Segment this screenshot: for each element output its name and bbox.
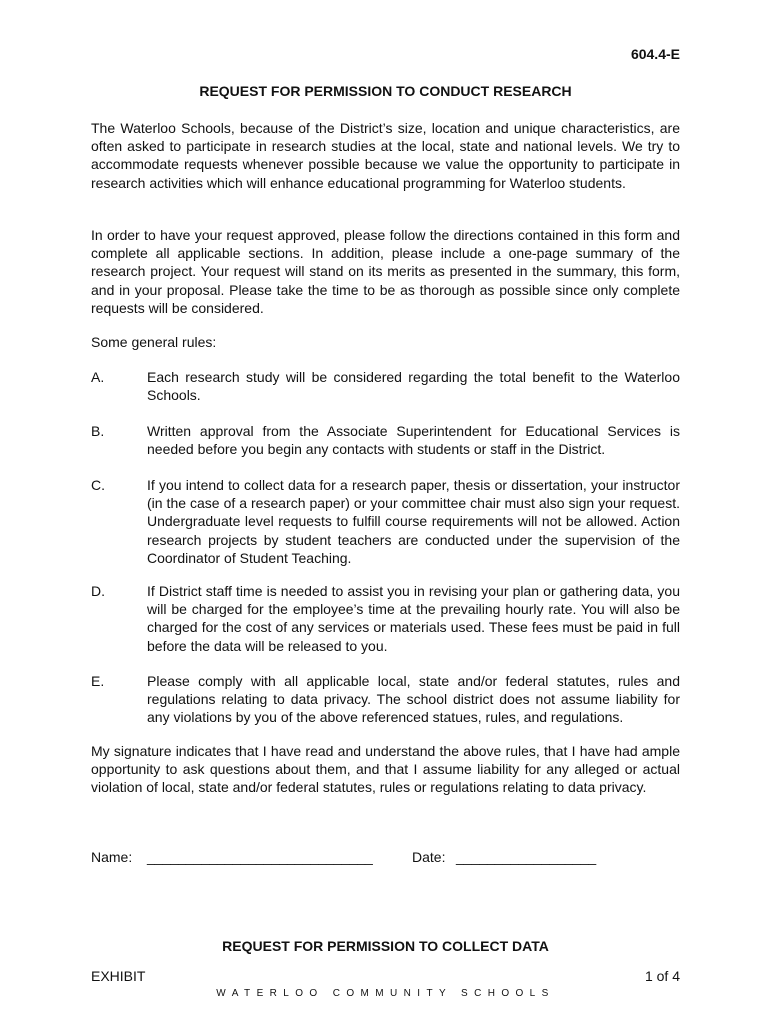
rule-text: If District staff time is needed to assist you in revising your plan or gathering data, you will be charged for the employee’s time at the prevailing hourly rate. You will also be charged for the cost of any services or materials used. These fees must be paid in full before the data will be released to you. <box>147 583 680 654</box>
rule-text: Each research study will be considered regarding the total benefit to the Waterloo Schools. <box>147 369 680 404</box>
acknowledgement-paragraph: My signature indicates that I have read and understand the above rules, that I have had ample opportunity to ask questions about them, and that I assume liability for any alleged or actual violation of local, state and/or federal statutes, rules or regulations relating to data privacy. <box>91 743 680 796</box>
rule-text: Written approval from the Associate Superintendent for Educational Services is needed before you begin any contacts with students or staff in the District. <box>147 423 680 458</box>
exhibit-label: EXHIBIT <box>91 968 146 984</box>
rule-letter: D. <box>91 583 105 599</box>
directions-paragraph: In order to have your request approved, please follow the directions contained in this form and complete all applicable sections. In addition, please include a one-page summary of the research project. Your request will stand on its merits as presented in the summary, this form, and in your proposal. Please take the time to be as thorough as possible since only complete requests will be considered. <box>91 227 680 316</box>
rule-text: If you intend to collect data for a research paper, thesis or dissertation, your instructor (in the case of a research paper) or your committee chair must also sign your request. Undergraduate level requests to fulfill course requirements will not be allowed. Action research projects by student teachers are conducted under the supervision of the Coordinator of Student Teaching. <box>147 477 680 566</box>
footer-org: WATERLOO COMMUNITY SCHOOLS <box>216 988 555 999</box>
date-label: Date: <box>412 849 446 865</box>
intro-paragraph: The Waterloo Schools, because of the District’s size, location and unique characteristics, are often asked to participate in research studies at the local, state and national levels. We try to accommodate requests whenever possible because we value the opportunity to participate in research activities which will enhance educational programming for Waterloo students. <box>91 120 680 191</box>
section-title: REQUEST FOR PERMISSION TO COLLECT DATA <box>222 938 549 954</box>
page-number: 1 of 4 <box>644 968 680 984</box>
page-title: REQUEST FOR PERMISSION TO CONDUCT RESEARCH <box>199 83 572 99</box>
rules-heading: Some general rules: <box>91 334 217 350</box>
document-page <box>91 0 680 1024</box>
name-label: Name: <box>91 849 133 865</box>
date-field[interactable]: __________________ <box>456 849 597 865</box>
rule-letter: C. <box>91 477 105 493</box>
rule-letter: A. <box>91 369 105 385</box>
rule-letter: B. <box>91 423 105 439</box>
policy-code: 604.4-E <box>630 46 680 62</box>
name-field[interactable]: _____________________________ <box>147 849 373 865</box>
rule-letter: E. <box>91 673 105 689</box>
rule-text: Please comply with all applicable local, state and/or federal statutes, rules and regulations relating to data privacy. The school district does not assume liability for any violations by you of the above referenced statues, rules, and regulations. <box>147 673 680 726</box>
